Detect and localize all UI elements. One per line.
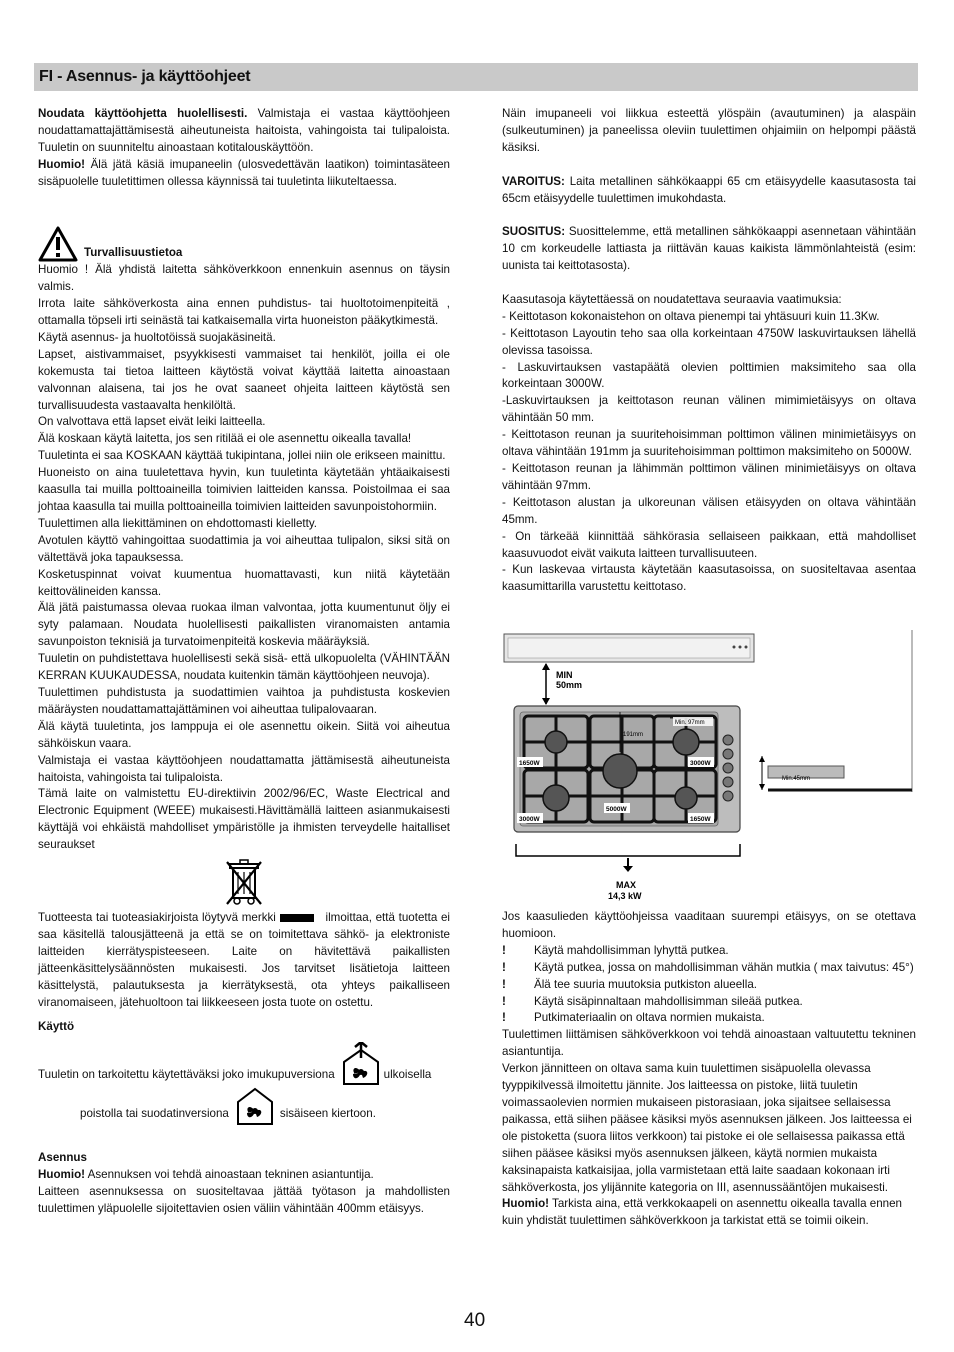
safety-paragraph: Tuuletin on puhdistettava huolellisesti sekä sisä- että ulkopuolelta (VÄHINTÄÄN KERRAN KUUKAUDESSA, noudata kuitenkin tämän käyttöohjeen neuvoja). bbox=[38, 652, 450, 683]
use-line-2: poistolla tai suodatinversiona sisäiseen kiertoon. bbox=[38, 1086, 450, 1126]
safety-paragraph: Älä jätä paistumassa olevaa ruokaa ilman valvontaa, jotta kuumentunut öljy ei syty palamaan. Noudata huolellisesti paikallisten viranomaisten antamia savunpoiston teknisiä ja turvatoimenpiteitä koskevia määräyksiä. bbox=[38, 601, 450, 649]
safety-paragraph: Lapset, aistivammaiset, psyykkisesti vammaiset tai henkilöt, joilla ei ole kokemusta tai tietoa laitteen käytöstä voivat käyttää laitetta ainoastaan valvonnan alaisena, tai jos he ovat saaneet ohjeita laitteen käytöstä sen turvallisuudesta vastaavalta henkilöltä. bbox=[38, 347, 450, 412]
install-paragraph: Laitteen asennuksessa on suositeltavaa jättää työtason ja mahdollisten tuulettimen yläpuolelle sijoitettavien osien väliin vähintään 400mm etäisyys. bbox=[38, 1185, 450, 1216]
section-title: FI - Asennus- ja käyttöohjeet bbox=[39, 68, 251, 85]
gas-requirement-item: -Laskuvirtauksen ja keittotason reunan välinen mimimietäisyys on oltava vähintään 50 mm. bbox=[502, 394, 916, 425]
bullet-mark: ! bbox=[502, 977, 506, 991]
safety-paragraph: Huomio ! Älä yhdistä laitetta sähköverkkoon ennenkuin asennus on täysin valmis. bbox=[38, 263, 450, 294]
gas-requirement-item: - On tärkeää kiinnittää sähkörasia sellaiseen paikkaan, että mahdolliset kaasuvuodot eivät vaikuta laitteen turvallisuuteen. bbox=[502, 529, 916, 560]
gas-requirement-list bbox=[502, 309, 916, 596]
max-value: 14,3 kW bbox=[608, 891, 642, 901]
hose-intro: Jos kaasulieden käyttöohjeissa vaaditaan suurempi etäisyys, on se otettava huomioon. bbox=[502, 910, 916, 940]
bullet-mark: ! bbox=[502, 960, 506, 974]
panel-paragraph: Näin imupaneeli voi liikkua esteettä ylöspäin (avautuminen) ja alaspäin (sulkeutuminen) ja paneelissa oleviin tuulettimen ohjaimiin on helpompi päästä käsiksi. bbox=[502, 107, 916, 154]
hose-bullet-item bbox=[502, 943, 916, 960]
safety-paragraph: Tuulettimen puhdistusta ja suodattimien vaihtoa ja puhdistusta koskevien määräysten noudattamattajättäminen voi aiheuttaa tulipalovaaran. bbox=[38, 685, 450, 716]
left-column bbox=[38, 106, 450, 1218]
safety-paragraph: Kosketuspinnat voivat kuumentua huomattavasti, kun niitä käytetään keittovälineiden kanssa. bbox=[38, 567, 450, 598]
use-line-1: Tuuletin on tarkoitettu käytettäväksi joko imukupuversiona ulkoisella bbox=[38, 1042, 450, 1086]
bullet-text: Käytä putkea, jossa on mahdollisimman vähän mutkia ( max taivutus: 45°) bbox=[534, 960, 914, 974]
install-warning: Huomio! Asennuksen voi tehdä ainoastaan tekninen asiantuntija. bbox=[38, 1168, 374, 1182]
safety-paragraph: On valvottava että lapset eivät leiki laitteella. bbox=[38, 415, 266, 429]
safety-heading: Turvallisuustietoa bbox=[84, 246, 183, 260]
elec-paragraph-2: Verkon jännitteen on oltava sama kuin tuulettimen sisäpuolella olevassa tyyppikilvessä ilmoitettu jännite. Jos laitteessa on pistoke, liitä tuuletin voimassaolevien normien mukaiseen pistorasiaan, joka sijaitsee sellaisessa paikassa, että siihen pääsee käsiksi myös asennuksen jälkeen. Jos laitteessa ei ole pistoketta (suora liitos verkkoon) tai pistoke ei ole sellaisessa paikassa että siihen pääsee käsiksi myös asennuksen jälkeen, käytä normien mukaista kaksinapaista katkaisijaa, jolla varmistetaan että laite saadaan kokonaan irti sähköverkosta, jos ylijännite kategoria on III, asennussääntöjen mukaisesti. bbox=[502, 1062, 912, 1194]
bullet-text: Käytä mahdollisimman lyhyttä putkea. bbox=[534, 943, 729, 957]
burner-label-tr: 3000W bbox=[690, 760, 711, 767]
hose-bullet-item bbox=[502, 960, 916, 977]
elec-paragraph-1: Tuulettimen liittämisen sähköverkkoon voi tehdä ainoastaan valtuutettu tekninen asiantuntija. bbox=[502, 1028, 916, 1059]
gas-requirement-item: - Keittotason kokonaistehon on oltava pienempi tai yhtäsuuri kuin 11.3Kw. bbox=[502, 309, 880, 323]
safety-paragraph: Tämä laite on valmistettu EU-direktiivin 2002/96/EC, Waste Electrical and Electronic Equipment (WEEE) mukaisesti.Hävittämällä laitteen asianmukaisesti käyttäjä voi ehkäistä mahdolliset ympäristölle ja ihmisten terveydelle haitalliset seuraukset bbox=[38, 787, 450, 852]
safety-heading-row bbox=[38, 224, 450, 262]
safety-paragraph-list bbox=[38, 262, 450, 854]
intro-warning: Huomio! Älä jätä käsiä imupaneelin (ulosvedettävän laatikon) toimintasäteen sisäpuolelle tuuletittimen ollessa käynnissä tai tuuletinta liikuteltaessa. bbox=[38, 157, 450, 188]
safety-paragraph: Tuuletinta ei saa KOSKAAN käyttää tukipintana, jollei niin ole erikseen mainittu. bbox=[38, 449, 446, 463]
burner-label-br: 1650W bbox=[690, 816, 711, 823]
burner-label-center: 5000W bbox=[606, 806, 627, 813]
safety-paragraph: Käytä asennus- ja huoltotöissä suojakäsineitä. bbox=[38, 330, 276, 344]
recirculation-mode-icon bbox=[235, 1086, 275, 1126]
weee-paragraph: Tuotteesta tai tuoteasiakirjoista löytyvä merkki ilmoittaa, että tuotetta ei saa käsitellä talousjätteenä ja että se on toimitettava sähkö- ja elektroniste laitteiden kierrätyspisteeseen. Laite on hävitettävä paikallisten jätteenkäsittelysäännösten mukaisesti. Jos tarvitset lisätietoja laitteen käsittelystä, palautuksesta ja kierrätyksestä, ota yhteys paikalliseen viranomaiseen, jätehuoltoon tai liikkeeseen josta tuote on ostettu. bbox=[38, 911, 450, 1009]
gas-requirement-item: - Keittotason Layoutin teho saa olla korkeintaan 4750W laskuvirtauksen lähellä olevissa tasoissa. bbox=[502, 326, 916, 357]
extraction-mode-icon bbox=[341, 1042, 381, 1086]
min-label: MIN bbox=[556, 670, 573, 680]
right-column-top bbox=[502, 106, 916, 596]
hose-bullet-item bbox=[502, 1010, 916, 1027]
safety-paragraph: Älä käytä tuuletinta, jos lamppuja ei ole asennettu oikein. Siitä voi aiheutua sähköiskun vaara. bbox=[38, 719, 450, 750]
safety-paragraph: Tuulettimen alla liekittäminen on ehdottomasti kielletty. bbox=[38, 516, 318, 530]
safety-paragraph: Älä koskaan käytä laitetta, jos sen ritilää ei ole asennettu oikealla tavalla! bbox=[38, 432, 412, 446]
burner-label-tl: 1650W bbox=[519, 760, 540, 767]
min-value: 50mm bbox=[556, 680, 583, 690]
gas-requirement-item: - Keittotason reunan ja lähimmän polttimon välinen minimietäisyys on oltava vähintään 97mm. bbox=[502, 461, 916, 492]
right-column-bottom bbox=[502, 909, 916, 1230]
install-heading: Asennus bbox=[38, 1151, 87, 1165]
final-warning: Huomio! Tarkista aina, että verkkokaapeli on asennettu oikealla tavalla ennen kuin yhdistät tuulettimen sähköverkkoon ja tarkistat että se toimii oikein. bbox=[502, 1197, 902, 1228]
hose-bullet-list bbox=[502, 943, 916, 1028]
intro-paragraph: Noudata käyttöohjetta huolellisesti. Valmistaja ei vastaa käyttöohjeen noudattamattajättämisestä aiheutuneista haitoista, vahingoista tai tulipaloista. Tuuletin on suunniteltu ainoastaan kotitalouskäyttöön. bbox=[38, 107, 450, 154]
d191-label: 191mm bbox=[623, 732, 644, 738]
weee-mark-box bbox=[280, 914, 314, 922]
bullet-text: Älä tee suuria muutoksia putkiston alueella. bbox=[534, 977, 757, 991]
crossed-bin-icon bbox=[224, 858, 264, 906]
varoitus-paragraph: VAROITUS: Laita metallinen sähkökaappi 65 cm etäisyydelle kaasutasosta tai 65cm etäisyydelle tuulettimen imukohdasta. bbox=[502, 174, 916, 205]
min97-label: Min. 97mm bbox=[675, 720, 705, 726]
bullet-mark: ! bbox=[502, 943, 506, 957]
hob-diagram bbox=[502, 630, 914, 906]
weee-symbol bbox=[38, 854, 450, 910]
bullet-mark: ! bbox=[502, 994, 506, 1008]
safety-paragraph: Irrota laite sähköverkosta aina ennen puhdistus- tai huoltotoimenpiteitä , ottamalla töpseli irti seinästä tai katkaisemalla virta huoneiston pääkytkimestä. bbox=[38, 297, 450, 328]
hose-bullet-item bbox=[502, 994, 916, 1011]
bullet-mark: ! bbox=[502, 1011, 506, 1025]
gas-requirement-item: - Kun laskevaa virtausta käytetään kaasutasoissa, on suositeltavaa asentaa kaasumittarilla varustettu keittotaso. bbox=[502, 563, 916, 594]
page-number: 40 bbox=[464, 1310, 486, 1331]
safety-paragraph: Valmistaja ei vastaa käyttöohjeen noudattamatta jättämisestä aiheutuneista haitoista, vahingoista tai tulipaloista. bbox=[38, 753, 450, 784]
bullet-text: Putkimateriaalin on oltava normien mukaista. bbox=[534, 1011, 765, 1025]
hose-bullet-item bbox=[502, 977, 916, 994]
section-header-bar bbox=[34, 63, 918, 91]
warning-triangle-icon bbox=[38, 226, 78, 262]
use-heading: Käyttö bbox=[38, 1020, 75, 1034]
safety-paragraph: Huoneisto on aina tuuletettava hyvin, kun tuuletinta käytetään yhtäaikaisesti kaasulla tai muilla polttoaineilla toimivien laitteiden kanssa. Poistoilmaa ei saa johtaa kaasulla tai muilla polttoaineilla toimivien laitteiden savunpoistohormiin. bbox=[38, 466, 450, 514]
gas-requirement-item: - Laskuvirtauksen vastapäätä olevien polttimien maksimiteho saa olla korkeintaan 3000W. bbox=[502, 360, 916, 391]
gas-intro: Kaasutasoja käytettäessä on noudatettava seuraavia vaatimuksia: bbox=[502, 292, 842, 306]
gas-requirement-item: - Keittotason alustan ja ulkoreunan välisen etäisyyden on oltava vähintään 45mm. bbox=[502, 495, 916, 526]
suositus-paragraph: SUOSITUS: Suosittelemme, että metallinen sähkökaappi asennetaan vähintään 10 cm korkeudelle lattiasta ja riittävän kauas kaikista lämmönlahteistä (esim: uunista tai keittotasosta). bbox=[502, 225, 916, 273]
gas-requirement-item: - Keittotason reunan ja suuritehoisimman polttimon välinen minimietäisyys on oltava vähintään 191mm ja suuritehoisimman polttimon maksimiteho on 5000W. bbox=[502, 428, 916, 459]
max-label: MAX bbox=[616, 880, 636, 890]
bullet-text: Käytä sisäpinnaltaan mahdollisimman sileää putkea. bbox=[534, 994, 803, 1008]
burner-label-bl: 3000W bbox=[519, 816, 540, 823]
hob-diagram-svg bbox=[502, 630, 914, 906]
safety-paragraph: Avotulen käyttö vahingoittaa suodattimia ja voi aiheuttaa tulipalon, siksi sitä on vältettävä joka tapauksessa. bbox=[38, 533, 450, 564]
min45-label: Min.45mm bbox=[782, 776, 811, 782]
